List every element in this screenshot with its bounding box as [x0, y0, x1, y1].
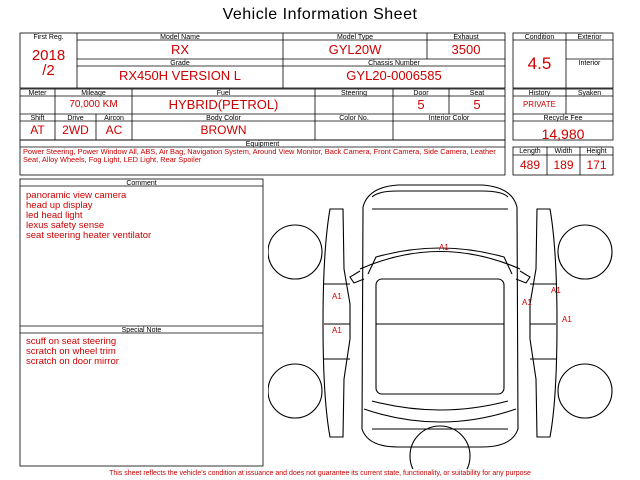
body-color-label: Body Color: [206, 115, 241, 122]
interior-color-label: Interior Color: [428, 115, 470, 122]
mileage-label: Mileage: [81, 90, 106, 97]
special-note-list: [26, 337, 258, 367]
drive-label: Drive: [67, 115, 84, 122]
length-value: 489: [519, 158, 541, 172]
comment-item: led head light: [26, 210, 83, 221]
damage-mark-right-front-door: A1: [522, 298, 532, 307]
history-value: PRIVATE: [522, 100, 557, 109]
length-label: Length: [519, 148, 541, 155]
body-color-value: BROWN: [200, 123, 247, 137]
height-label: Height: [586, 148, 607, 155]
comment-label: Comment: [126, 180, 157, 187]
chassis-number-value: GYL20-0006585: [346, 68, 442, 83]
wheel-rear-left-icon: [268, 364, 322, 418]
history-label: History: [528, 90, 551, 97]
mileage-value: 70,000 KM: [69, 99, 118, 110]
first-reg-label: First Reg.: [33, 34, 64, 41]
disclaimer-footer: This sheet reflects the vehicle's condition at issuance and does not guarantee its current state, functionality, or suitability for any purpose: [109, 470, 531, 477]
damage-mark-right-mirror: A1: [551, 286, 561, 295]
damage-mark-left-front-door: A1: [332, 292, 342, 301]
seat-value: 5: [473, 97, 481, 112]
comment-item: head up display: [26, 200, 93, 211]
width-value: 189: [553, 158, 574, 172]
comment-item: panoramic view camera: [26, 190, 127, 201]
equipment-label: Equipment: [245, 141, 280, 148]
width-label: Width: [554, 148, 573, 155]
special-note-label: Special Note: [121, 327, 162, 334]
exhaust-label: Exhaust: [453, 34, 479, 41]
door-value: 5: [417, 97, 425, 112]
aircon-value: AC: [105, 123, 123, 137]
comment-item: seat steering heater ventilator: [26, 230, 152, 241]
wheel-rear-right-icon: [558, 364, 612, 418]
meter-label: Meter: [28, 90, 47, 97]
equipment-value: Power Steering, Power Window All, ABS, Air Bag, Navigation System, Around View Monitor, Back Camera, Front Camera, Side Camera, Leather Seat, Alloy Wheels, Fog Light, LED Light, Rear Spoiler: [23, 147, 496, 164]
sheet-title: Vehicle Information Sheet: [222, 6, 418, 23]
syaken-label: Syaken: [577, 90, 602, 97]
shift-label: Shift: [30, 115, 45, 122]
model-name-label: Model Name: [160, 34, 200, 41]
height-value: 171: [586, 158, 607, 172]
special-note-item: scuff on seat steering: [26, 336, 117, 347]
seat-label: Seat: [469, 90, 485, 97]
condition-value: 4.5: [527, 54, 552, 73]
model-type-value: GYL20W: [328, 42, 382, 57]
wheel-front-right-icon: [558, 225, 612, 279]
grade-label: Grade: [170, 60, 190, 67]
condition-label: Condition: [524, 34, 555, 41]
recycle-fee-value: 14,980: [541, 126, 585, 142]
aircon-label: Aircon: [104, 115, 124, 122]
wheel-front-left-icon: [268, 225, 322, 279]
door-label: Door: [413, 90, 429, 97]
exterior-label: Exterior: [577, 34, 602, 41]
color-no-label: Color No.: [339, 115, 369, 122]
damage-mark-hood: A1: [439, 243, 449, 252]
fuel-label: Fuel: [216, 90, 231, 97]
fuel-value: HYBRID(PETROL): [168, 97, 279, 112]
shift-value: AT: [30, 123, 45, 137]
drive-value: 2WD: [62, 123, 89, 137]
model-type-label: Model Type: [336, 34, 374, 41]
comment-list: [26, 191, 258, 241]
special-note-item: scratch on wheel trim: [26, 346, 116, 357]
damage-mark-right-wheel: A1: [562, 315, 572, 324]
interior-label: Interior: [578, 60, 601, 67]
comment-item: lexus safety sense: [26, 220, 105, 231]
chassis-number-label: Chassis Number: [368, 60, 420, 67]
recycle-fee-label: Recycle Fee: [543, 115, 583, 122]
steering-label: Steering: [340, 90, 368, 97]
model-name-value: RX: [170, 42, 190, 57]
damage-mark-left-rear-door: A1: [332, 326, 342, 335]
special-note-item: scratch on door mirror: [26, 356, 119, 367]
car-damage-diagram: [268, 179, 613, 469]
exhaust-value: 3500: [451, 42, 481, 57]
grade-value: RX450H VERSION L: [118, 68, 242, 83]
first-reg-value: 2018 /2: [31, 47, 66, 79]
